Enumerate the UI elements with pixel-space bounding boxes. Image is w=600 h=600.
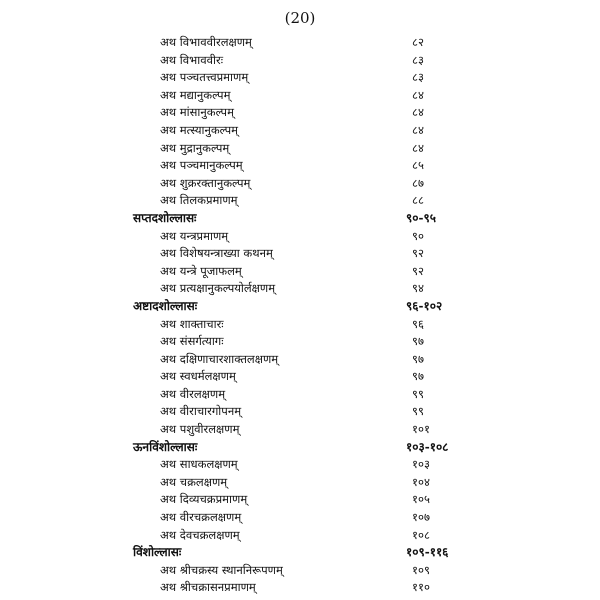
entry-page-number: १०३ (412, 457, 430, 472)
entry-title: अथ वीरचक्रलक्षणम् (160, 510, 242, 525)
entry-title: अथ शुक्ररक्तानुकल्पम् (160, 175, 251, 190)
toc-entry-row (0, 175, 600, 193)
entry-page-number: ९९ (412, 386, 424, 401)
toc-entry-row (0, 491, 600, 509)
entry-title: अथ साधकलक्षणम् (160, 457, 238, 472)
toc-entry-row (0, 69, 600, 87)
toc-entry-row (0, 122, 600, 140)
entry-page-number: ८८ (412, 193, 424, 208)
entry-title: अथ वीरलक्षणम् (160, 386, 226, 401)
toc-entry-row (0, 245, 600, 263)
entry-page-number: ८२ (412, 35, 424, 49)
toc-entry-row (0, 280, 600, 298)
toc-entry-row (0, 368, 600, 386)
entry-title: अथ देवचक्रलक्षणम् (160, 527, 240, 542)
entry-page-number: १०९ (412, 562, 430, 577)
section-title: सप्तदशोल्लासः (133, 210, 197, 225)
entry-title: अथ तिलकप्रमाणम् (160, 193, 238, 208)
entry-page-number: ८४ (412, 122, 424, 137)
entry-title: अथ मांसानुकल्पम् (160, 105, 234, 120)
entry-page-number: १०५ (412, 492, 430, 507)
entry-title: अथ पशुवीरलक्षणम् (160, 422, 240, 437)
entry-title: अथ दिव्यचक्रप्रमाणम् (160, 492, 248, 507)
page-number: (20) (284, 9, 316, 27)
entry-title: अथ मत्स्यानुकल्पम् (160, 122, 239, 137)
entry-page-number: ८३ (412, 52, 424, 67)
entry-title: अथ संसर्गत्यागः (160, 334, 224, 349)
entry-title: अथ वीराचारगोपनम् (160, 404, 242, 419)
entry-page-number: १०७ (412, 510, 430, 525)
section-page-range: १०३-१०८ (406, 439, 449, 454)
entry-title: अथ यन्त्रप्रमाणम् (160, 228, 229, 243)
entry-page-number: ८५ (412, 158, 424, 173)
toc-entry-row (0, 52, 600, 70)
entry-page-number: ९२ (412, 263, 424, 278)
entry-title: अथ विभाववीरलक्षणम् (160, 35, 252, 49)
section-page-range: ९०-९५ (406, 210, 436, 225)
section-title: अष्टादशोल्लासः (133, 298, 198, 313)
toc-entry-row (0, 333, 600, 351)
entry-title: अथ प्रत्यक्षानुकल्पयोर्लक्षणम् (160, 281, 276, 296)
section-page-range: ९६-१०२ (406, 298, 443, 313)
toc-section-row (0, 298, 600, 316)
toc-entry-row (0, 474, 600, 492)
toc-entry-row (0, 421, 600, 439)
toc-entry-row (0, 579, 600, 597)
entry-page-number: १०४ (412, 474, 430, 489)
entry-page-number: ८४ (412, 140, 424, 155)
section-title: विंशोल्लासः (133, 545, 182, 560)
toc-entry-row (0, 34, 600, 52)
entry-title: अथ मुद्रानुकल्पम् (160, 140, 230, 155)
entry-title: अथ विशेषयन्त्राख्या कथनम् (160, 246, 273, 261)
entry-title: अथ दक्षिणाचारशाक्तलक्षणम् (160, 351, 279, 366)
section-page-range: १०९-११६ (406, 545, 449, 560)
toc-entry-row (0, 316, 600, 334)
toc-section-row (0, 439, 600, 457)
entry-page-number: ९७ (412, 369, 424, 384)
entry-page-number: ८३ (412, 70, 424, 85)
entry-page-number: ११० (412, 580, 430, 595)
entry-title: अथ चक्रलक्षणम् (160, 474, 228, 489)
entry-title: अथ पञ्चमानुकल्पम् (160, 158, 243, 173)
entry-page-number: ८४ (412, 87, 424, 102)
entry-title: अथ स्वधर्मलक्षणम् (160, 369, 236, 384)
entry-title: अथ शाक्ताचारः (160, 316, 224, 331)
entry-page-number: ९० (412, 228, 424, 243)
entry-page-number: ९९ (412, 404, 424, 419)
entry-page-number: ९७ (412, 334, 424, 349)
toc-entry-row (0, 403, 600, 421)
entry-title: अथ विभाववीरः (160, 52, 224, 67)
entry-page-number: ९७ (412, 351, 424, 366)
table-of-contents (0, 34, 600, 597)
entry-title: अथ मद्यानुकल्पम् (160, 87, 231, 102)
entry-page-number: ९२ (412, 246, 424, 261)
toc-entry-row (0, 263, 600, 281)
toc-entry-row (0, 527, 600, 545)
entry-page-number: १०८ (412, 527, 430, 542)
entry-title: अथ यन्त्रे पूजाफलम् (160, 263, 242, 278)
entry-page-number: ८४ (412, 105, 424, 120)
toc-entry-row (0, 228, 600, 246)
toc-entry-row (0, 562, 600, 580)
toc-entry-row (0, 157, 600, 175)
toc-entry-row (0, 386, 600, 404)
toc-entry-row (0, 509, 600, 527)
toc-section-row (0, 210, 600, 228)
section-title: ऊनविंशोल्लासः (133, 439, 198, 454)
entry-page-number: ९४ (412, 281, 424, 296)
entry-title: अथ श्रीचक्रासनप्रमाणम् (160, 580, 256, 595)
toc-entry-row (0, 104, 600, 122)
toc-entry-row (0, 192, 600, 210)
toc-section-row (0, 544, 600, 562)
toc-entry-row (0, 140, 600, 158)
entry-title: अथ पञ्चतत्त्वप्रमाणम् (160, 70, 249, 85)
toc-entry-row (0, 351, 600, 369)
entry-page-number: ९६ (412, 316, 424, 331)
entry-page-number: ८७ (412, 175, 424, 190)
toc-entry-row (0, 87, 600, 105)
toc-entry-row (0, 456, 600, 474)
entry-title: अथ श्रीचक्रस्य स्थाननिरूपणम् (160, 562, 283, 577)
entry-page-number: १०१ (412, 422, 430, 437)
